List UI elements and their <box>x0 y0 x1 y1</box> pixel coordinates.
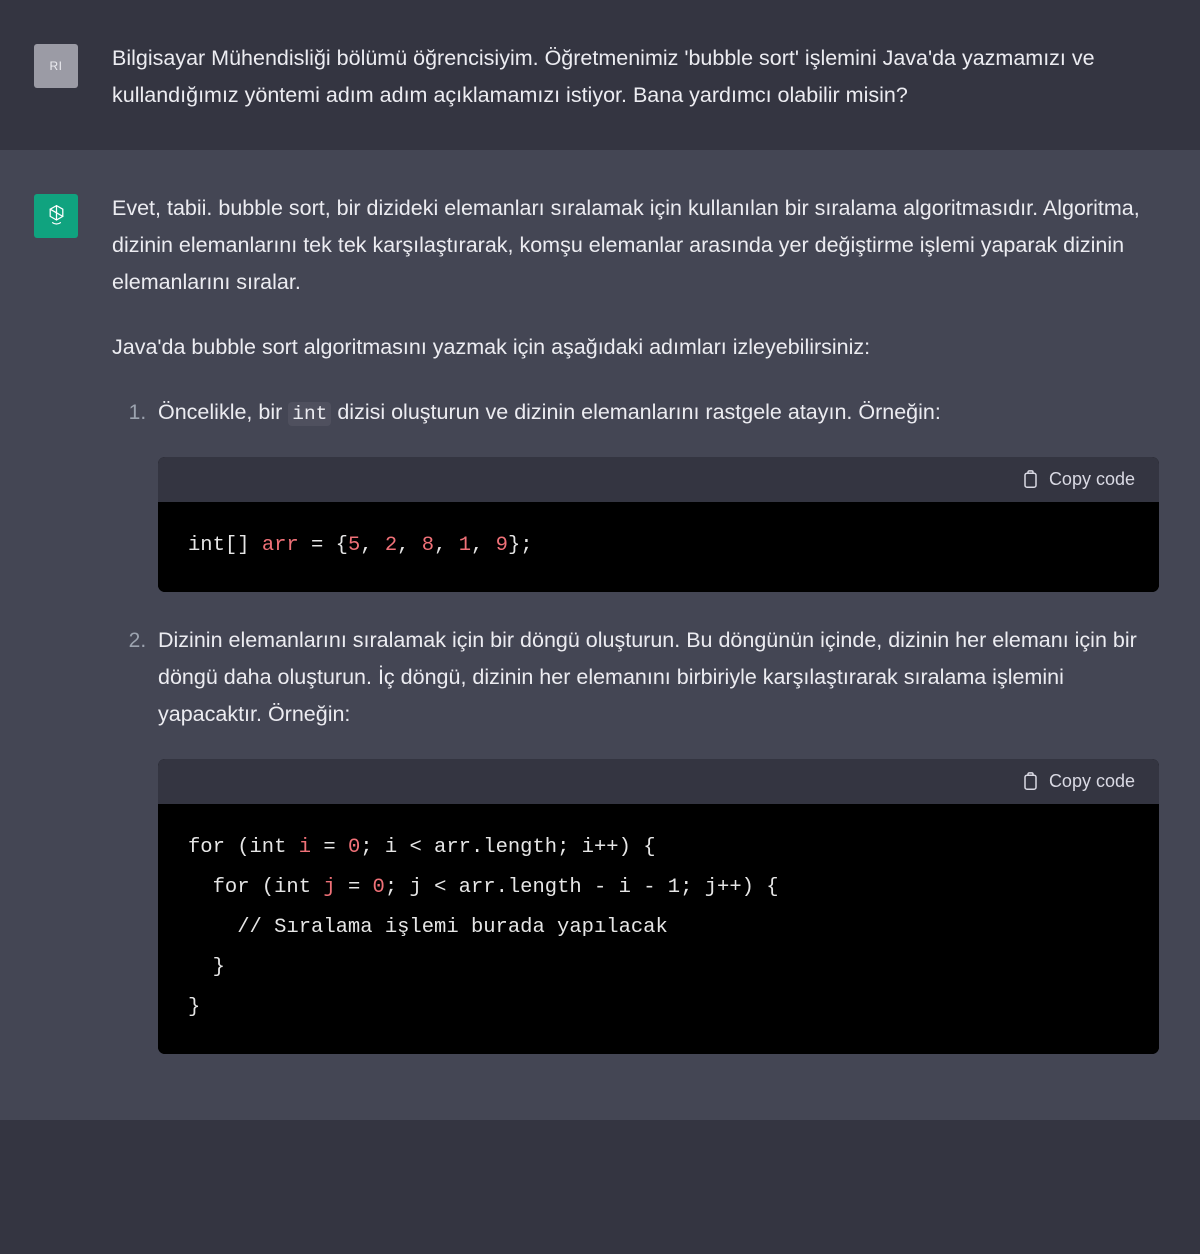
step-2-text: Dizinin elemanlarını sıralamak için bir döngü oluşturun. Bu döngünün içinde, dizinin her elemanı için bir döngü daha oluşturun. İç döngü, dizinin her elemanını birbiriyle karşılaştırarak sıralama işlemini yapacaktır. Örneğin: <box>158 628 1137 727</box>
code1-tok-9: , <box>434 534 459 558</box>
code1-tok-1: int[] <box>188 534 262 558</box>
code-block-2-content <box>158 804 1159 1054</box>
code-block-2-toolbar <box>158 759 1159 804</box>
code1-tok-3: = { <box>298 534 348 558</box>
code2-tok-1: for (int <box>188 836 299 860</box>
copy-code-label-2: Copy code <box>1048 771 1135 792</box>
clipboard-icon <box>1022 772 1039 791</box>
code-block-2 <box>158 759 1159 1054</box>
code1-tok-12: 9 <box>495 534 508 558</box>
assistant-paragraph-1: Evet, tabii. bubble sort, bir dizideki elemanları sıralamak için kullanılan bir sıralama algoritmasıdır. Algoritma, dizinin elemanlarını tek tek karşılaştırarak, komşu elemanlar arasında yer değiştirme işlemi yaparak dizinin elemanlarını sıralar. <box>112 195 1140 294</box>
steps-list <box>112 394 1159 1054</box>
code2-tok-10: ; j < arr.length - i - 1; j++) { <box>384 876 779 900</box>
user-message-content <box>112 40 1187 114</box>
code1-tok-6: 2 <box>384 534 398 558</box>
code2-tok-12: } <box>188 956 225 980</box>
code2-tok-9: 0 <box>372 876 385 900</box>
code1-tok-2: arr <box>261 534 299 558</box>
assistant-paragraph-2: Java'da bubble sort algoritmasını yazmak için aşağıdaki adımları izleyebilirsiniz: <box>112 334 871 359</box>
code2-tok-4: 0 <box>347 836 361 860</box>
code1-tok-5: , <box>360 534 385 558</box>
step-item-2 <box>152 622 1159 1054</box>
openai-logo-icon <box>34 194 78 238</box>
assistant-message-content <box>112 190 1187 1084</box>
assistant-avatar-column <box>0 190 112 1084</box>
code-block-1-toolbar <box>158 457 1159 502</box>
copy-code-label-1: Copy code <box>1048 469 1135 490</box>
code2-tok-8: = <box>335 876 373 900</box>
copy-code-button-1[interactable] <box>1020 467 1137 492</box>
code2-tok-2: i <box>298 836 312 860</box>
code2-tok-13: } <box>188 996 201 1020</box>
assistant-message <box>0 150 1200 1120</box>
code2-tok-11: // Sıralama işlemi burada yapılacak <box>188 916 668 940</box>
code1-tok-7: , <box>397 534 422 558</box>
avatar: RI <box>34 44 78 88</box>
code1-tok-4: 5 <box>347 534 361 558</box>
step-item-1 <box>152 394 1159 593</box>
code2-tok-6: for (int <box>188 876 324 900</box>
user-avatar-column <box>0 40 112 114</box>
code1-tok-10: 1 <box>458 534 472 558</box>
user-message-text: Bilgisayar Mühendisliği bölümü öğrencisiyim. Öğretmenimiz 'bubble sort' işlemini Java'da yazmamızı ve kullandığımız yöntemi adım adım açıklamamızı istiyor. Bana yardımcı olabilir misin? <box>112 46 1095 107</box>
step-1-text-before: Öncelikle, bir <box>158 399 289 424</box>
code-block-1-content <box>158 502 1159 592</box>
clipboard-icon <box>1022 470 1039 489</box>
code1-tok-13: }; <box>507 534 533 558</box>
code-block-1 <box>158 457 1159 592</box>
code2-tok-5: ; i < arr.length; i++) { <box>360 836 656 860</box>
code1-tok-11: , <box>471 534 496 558</box>
code2-tok-3: = <box>311 836 348 860</box>
step-1-text-after: dizisi oluşturun ve dizinin elemanlarını rastgele atayın. Örneğin: <box>331 399 941 424</box>
code2-tok-7: j <box>323 876 336 900</box>
user-message <box>0 0 1200 150</box>
copy-code-button-2[interactable] <box>1020 769 1137 794</box>
inline-code-int: int <box>288 402 331 426</box>
code1-tok-8: 8 <box>421 534 435 558</box>
